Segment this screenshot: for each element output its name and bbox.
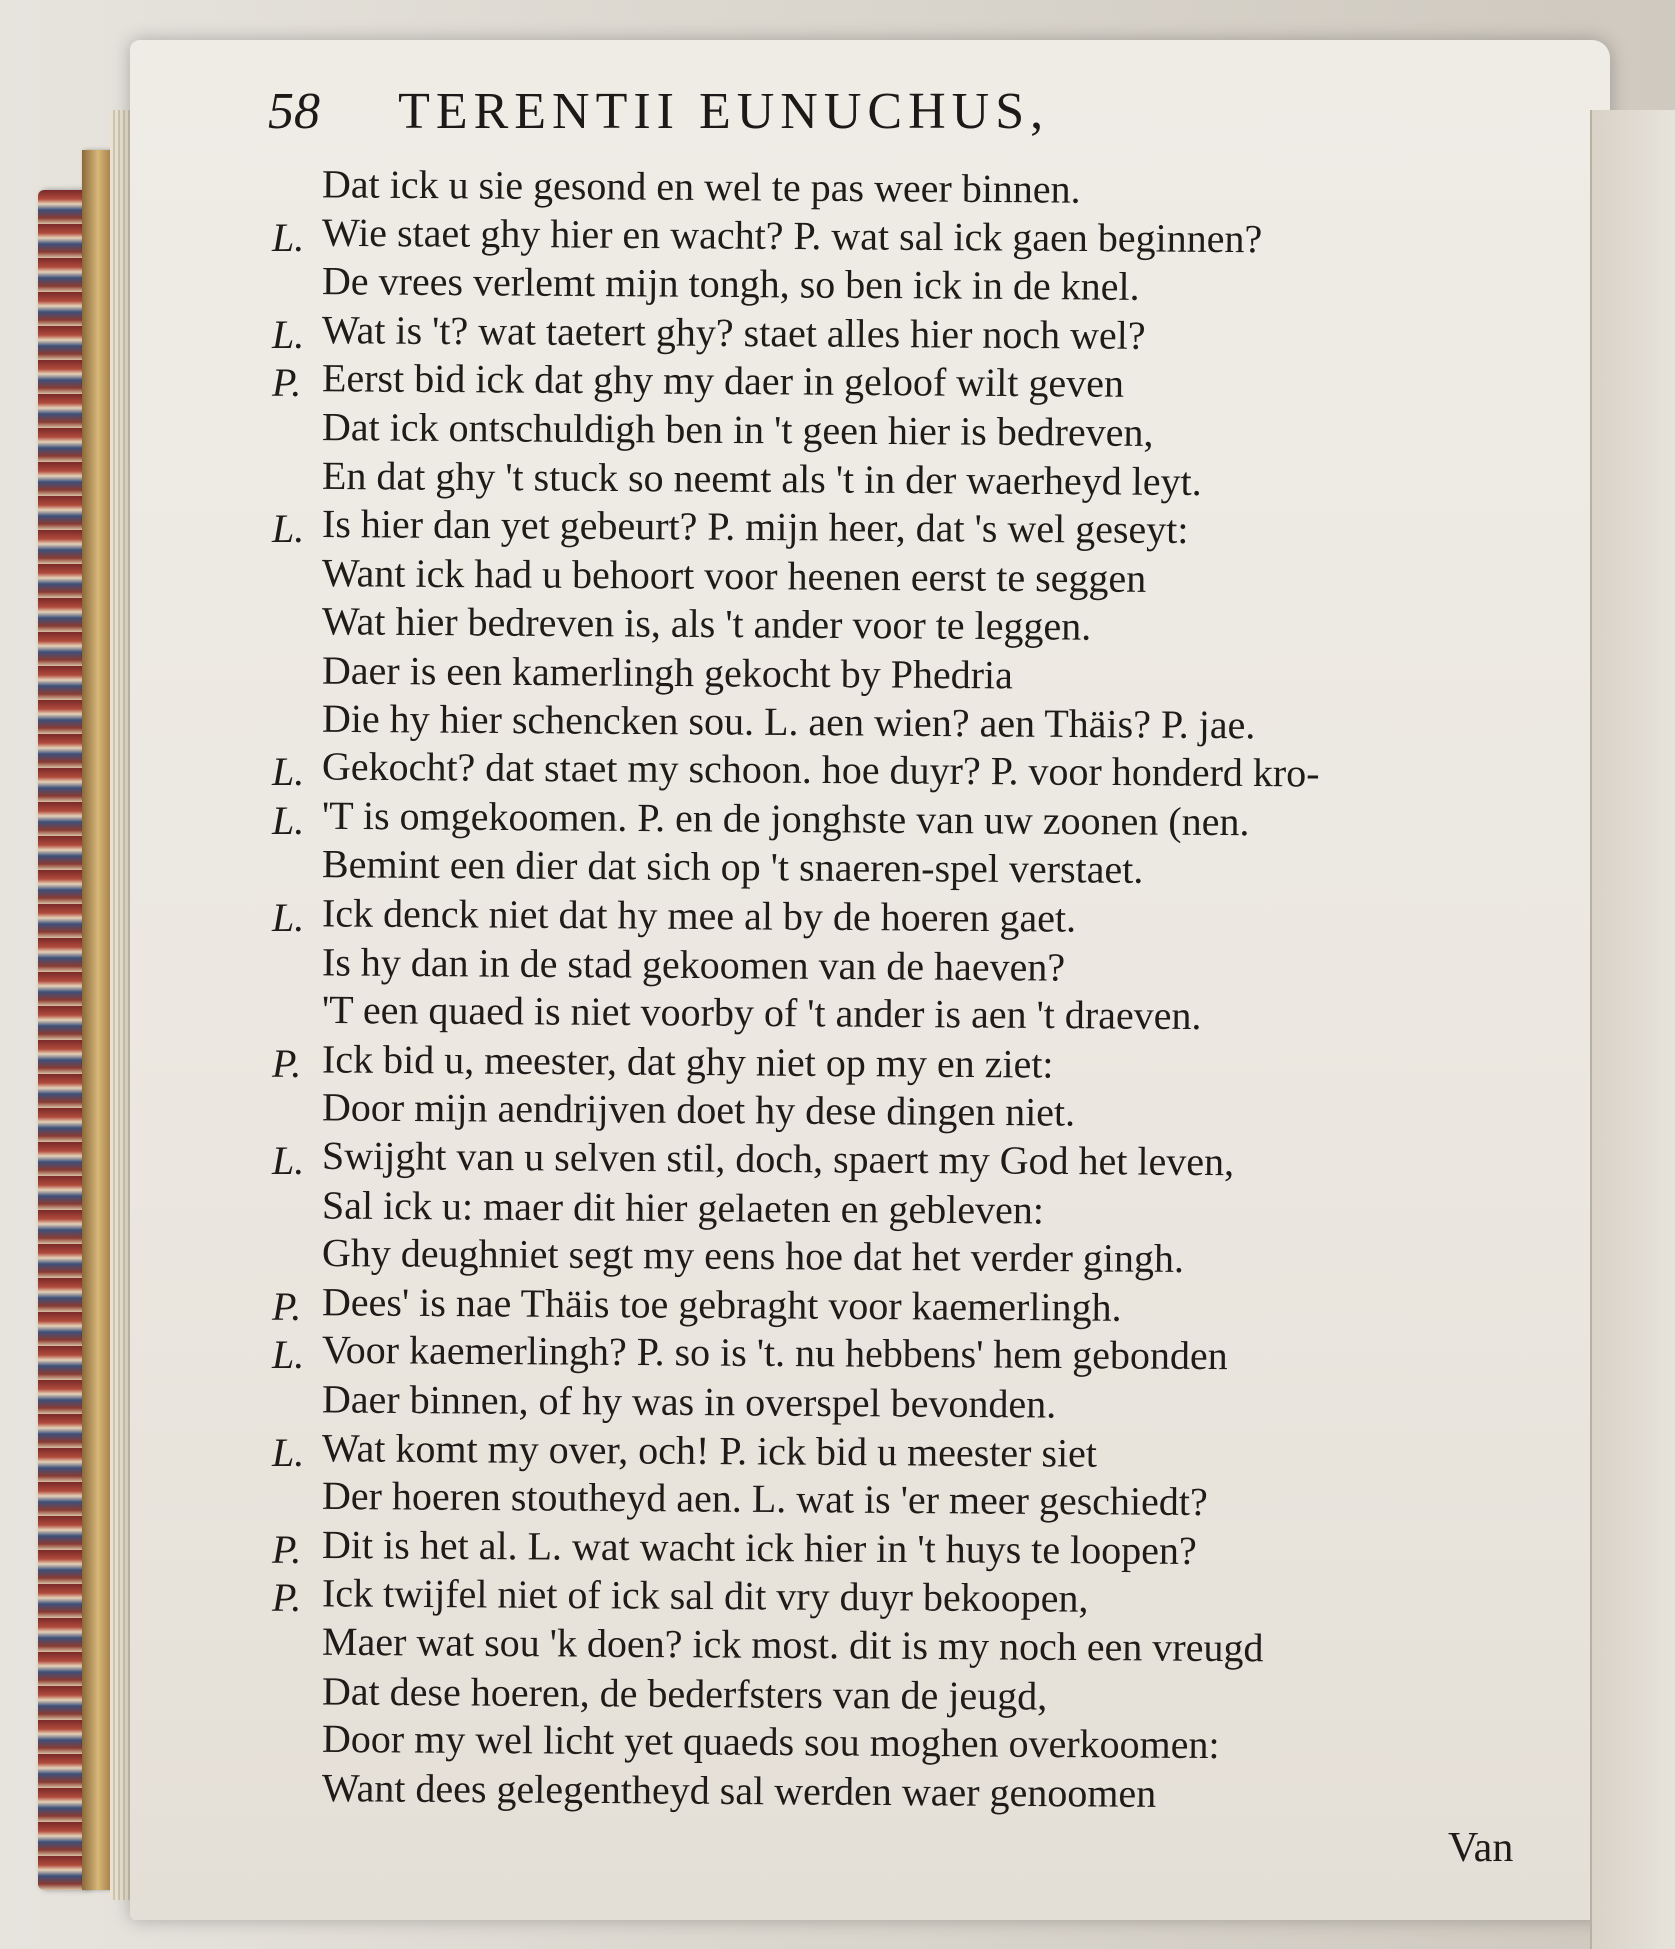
verse-line: Ick denck niet dat hy mee al by de hoeren gaet.	[321, 890, 1077, 941]
verse-line: Is hy dan in de stad gekoomen van de haeven?	[321, 939, 1066, 990]
speaker-label: L.	[272, 311, 305, 357]
speaker-label: P.	[272, 1526, 302, 1572]
speaker-label: L.	[272, 506, 305, 552]
verse-line: Door my wel licht yet quaeds sou moghen overkoomen:	[321, 1716, 1220, 1768]
speaker-label: L.	[272, 895, 305, 940]
running-title: TERENTII EUNUCHUS,	[398, 83, 1050, 140]
verse-line: En dat ghy 't stuck so neemt als 't in der waerheyd leyt.	[321, 452, 1202, 504]
speaker-label: P.	[272, 1040, 302, 1086]
speaker-label: P.	[272, 1575, 302, 1621]
page-number: 58	[268, 83, 320, 140]
running-header	[268, 82, 1049, 141]
facing-page-edge	[1590, 110, 1675, 1949]
catchword: Van	[1448, 1825, 1514, 1871]
verse-line: Sal ick u: maer dit hier gelaeten en gebleven:	[321, 1182, 1045, 1233]
verse-line: Swijght van u selven stil, doch, spaert my God het leven,	[321, 1132, 1235, 1185]
verse-line: 'T een quaed is niet voorby of 't ander is aen 't draeven.	[321, 987, 1202, 1039]
verse-line: Wie staet ghy hier en wacht? P. wat sal ick gaen beginnen?	[321, 209, 1263, 261]
verse-line: Dees' is nae Thäis toe gebraght voor kaemerlingh.	[321, 1279, 1122, 1330]
speaker-label: L.	[272, 1138, 305, 1183]
verse-line: Dat ick ontschuldigh ben in 't geen hier is bedreven,	[321, 404, 1154, 455]
speaker-label: L.	[272, 749, 305, 795]
verse-line: Bemint een dier dat sich op 't snaeren-spel verstaet.	[321, 841, 1144, 893]
verse-line: Wat komt my over, och! P. ick bid u meester siet	[321, 1424, 1098, 1476]
verse-line: Wat hier bedreven is, als 't ander voor te leggen.	[321, 598, 1092, 650]
verse-line: Door mijn aendrijven doet hy dese dingen niet.	[321, 1084, 1076, 1136]
verse-line: Ick twijfel niet of ick sal dit vry duyr bekoopen,	[321, 1570, 1089, 1622]
verse-line: Wat is 't? wat taetert ghy? staet alles hier noch wel?	[321, 306, 1146, 358]
verse-line: Dat ick u sie gesond en wel te pas weer binnen.	[321, 161, 1081, 212]
verse-line: Is hier dan yet gebeurt? P. mijn heer, dat 's wel geseyt:	[321, 501, 1189, 553]
speaker-label: L.	[272, 1332, 305, 1378]
verse-line: 'T is omgekoomen. P. en de jonghste van uw zoonen (nen.	[321, 792, 1250, 845]
verse-line: Ick bid u, meester, dat ghy niet op my en ziet:	[321, 1036, 1054, 1087]
speaker-label: L.	[272, 1429, 305, 1475]
verse-line: De vrees verlemt mijn tongh, so ben ick in de knel.	[321, 258, 1140, 310]
verse-line: Maer wat sou 'k doen? ick most. dit is my noch een vreugd	[321, 1618, 1264, 1671]
verse-line: Gekocht? dat staet my schoon. hoe duyr? P. voor honderd kro-	[321, 743, 1320, 796]
speaker-label: L.	[272, 797, 305, 843]
verse-line: Der hoeren stoutheyd aen. L. wat is 'er meer geschiedt?	[321, 1473, 1208, 1525]
verse-line: Dat dese hoeren, de bederfsters van de jeugd,	[321, 1668, 1048, 1719]
verse-line: Voor kaemerlingh? P. so is 't. nu hebbens' hem gebonden	[321, 1327, 1228, 1379]
speaker-label: P.	[272, 1283, 302, 1329]
verse-line: Want dees gelegentheyd sal werden waer genoomen	[321, 1764, 1157, 1816]
speaker-label: P.	[272, 360, 302, 406]
verse-line: Die hy hier schencken sou. L. aen wien? aen Thäis? P. jae.	[321, 695, 1256, 747]
speaker-label: L.	[272, 214, 305, 260]
verse-line: Dit is het al. L. wat wacht ick hier in 't huys te loopen?	[321, 1521, 1197, 1573]
verse-line: Daer is een kamerlingh gekocht by Phedria	[321, 647, 1014, 698]
verse-line: Daer binnen, of hy was in overspel bevonden.	[321, 1376, 1057, 1427]
verse-line: Eerst bid ick dat ghy my daer in geloof wilt geven	[321, 355, 1125, 407]
verse-line: Ghy deughniet segt my eens hoe dat het verder gingh.	[321, 1230, 1185, 1282]
verse-line: Want ick had u behoort voor heenen eerst te seggen	[321, 549, 1147, 601]
